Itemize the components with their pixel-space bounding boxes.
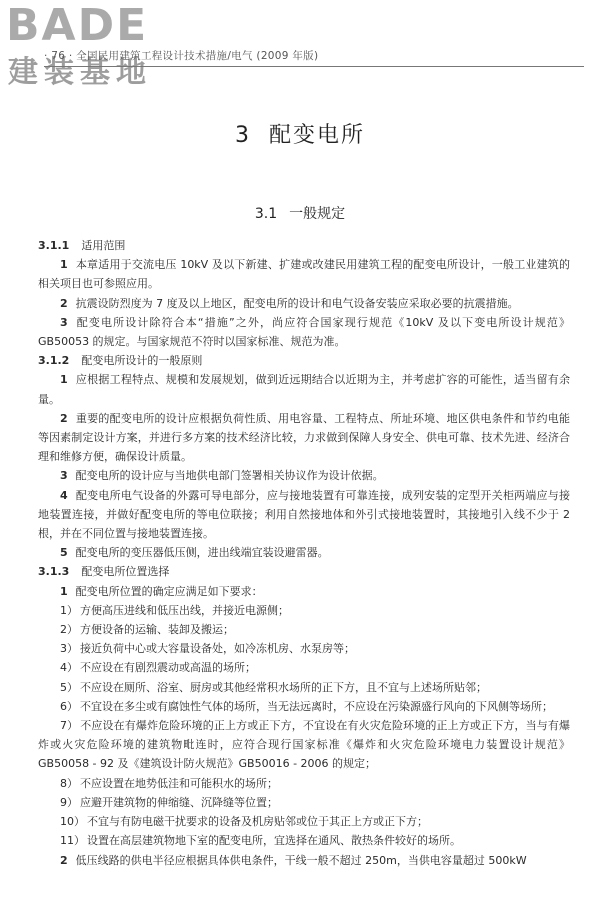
item-text: 低压线路的供电半径应根据具体供电条件，干线一般不超过 250m，当供电容量超过 500kW	[75, 853, 527, 867]
sub-item	[38, 678, 570, 697]
chapter-title	[0, 118, 600, 149]
clause-number: 3.1.2	[38, 354, 70, 368]
sub-item-text: 不应设在厕所、浴室、厨房或其他经常积水场所的正下方，且不宜与上述场所贴邻；	[80, 680, 487, 694]
list-item	[38, 409, 570, 467]
sub-item-number: 2）	[60, 623, 78, 637]
item-number: 1	[60, 373, 68, 387]
clause-heading	[38, 351, 570, 370]
item-number: 4	[60, 488, 68, 502]
sub-item-number: 3）	[60, 642, 78, 656]
clause-number: 3.1.1	[38, 239, 70, 252]
sub-item-number: 9）	[60, 795, 78, 809]
sub-item-number: 1）	[60, 603, 78, 617]
sub-item-text: 应避开建筑物的伸缩缝、沉降缝等位置；	[80, 795, 278, 809]
item-text: 应根据工程特点、规模和发展规划，做到近远期结合以近期为主，并考虑扩容的可能性，适当留有余量。	[38, 373, 570, 406]
list-item	[38, 486, 570, 544]
item-number: 2	[60, 853, 68, 867]
list-item	[38, 313, 570, 351]
sub-item-text: 方便设备的运输、装卸及搬运；	[80, 623, 234, 637]
sub-item	[38, 793, 570, 812]
item-text: 配变电所设计除符合本“措施”之外，尚应符合国家现行规范《10kV 及以下变电所设计规范》GB50053 的规定。与国家规范不符时以国家标准、规范为准。	[38, 315, 570, 349]
running-head: · 76 · 全国民用建筑工程设计技术措施/电气 (2009 年版)	[44, 48, 584, 67]
item-text: 配变电所位置的确定应满足如下要求：	[75, 584, 263, 598]
sub-item-number: 5）	[60, 680, 78, 694]
body-text	[38, 236, 570, 870]
list-item	[38, 255, 570, 293]
sub-item	[38, 601, 570, 620]
chapter-title-text: 配变电所	[268, 123, 365, 148]
sub-item	[38, 697, 570, 716]
item-number: 3	[60, 469, 68, 483]
section-title-text: 一般规定	[289, 206, 346, 222]
list-item	[38, 466, 570, 485]
clause-heading	[38, 562, 570, 581]
sub-item-number: 4）	[60, 661, 78, 675]
sub-item-text: 不应设在有剧烈震动或高温的场所；	[80, 661, 256, 675]
sub-item	[38, 716, 570, 774]
clause-heading	[38, 236, 570, 255]
item-number: 1	[60, 584, 68, 598]
item-number: 3	[60, 315, 68, 329]
clause-title: 配变电所位置选择	[81, 565, 170, 579]
list-item	[38, 582, 570, 601]
sub-item-number: 10）	[60, 815, 85, 829]
sub-item	[38, 658, 570, 677]
item-number: 2	[60, 296, 68, 310]
sub-item-text: 不应设在有爆炸危险环境的正上方或正下方，不宜设在有火灾危险环境的正上方或正下方，当与有爆炸或火灾危险环境的建筑物毗连时，应符合现行国家标准《爆炸和火灾危险环境电力装置设计规范》GB50058 - 92 及《建筑设计防火规范》GB50016 - 2006 的规定；	[38, 719, 570, 771]
sub-item-number: 11）	[60, 834, 85, 848]
sub-item-text: 接近负荷中心或大容量设备处，如冷冻机房、水泵房等；	[80, 642, 355, 656]
sub-item-number: 7）	[60, 719, 79, 733]
clause-title: 适用范围	[81, 239, 126, 252]
sub-item	[38, 831, 570, 850]
sub-item-text: 方便高压进线和低压出线，并接近电源侧；	[80, 603, 289, 617]
item-text: 配变电所电气设备的外露可导电部分，应与接地装置有可靠连接，成列安装的定型开关柜两端应与接地装置连接，并做好配变电所的等电位联接；利用自然接地体和外引式接地装置时，其接地引入线不少于 2 根，并在不同位置与接地装置连接。	[38, 488, 570, 541]
sub-item-number: 8）	[60, 776, 78, 790]
watermark-logo: BADE	[6, 0, 149, 51]
item-number: 1	[60, 258, 68, 272]
sub-item-number: 6）	[60, 699, 78, 713]
item-text: 重要的配变电所的设计应根据负荷性质、用电容量、工程特点、所址环境、地区供电条件和节约电能等因素制定设计方案，并进行多方案的技术经济比较，力求做到保障人身安全、供电可靠、技术先进、经济合理和维修方便，确保设计质量。	[38, 411, 570, 464]
list-item	[38, 851, 570, 870]
sub-item-text: 不应设置在地势低洼和可能积水的场所；	[80, 776, 278, 790]
sub-item-text: 设置在高层建筑物地下室的配变电所，宜选择在通风、散热条件较好的场所。	[87, 834, 461, 848]
sub-item	[38, 812, 570, 831]
section-number: 3.1	[254, 206, 278, 222]
item-number: 2	[60, 411, 68, 425]
item-text: 抗震设防烈度为 7 度及以上地区，配变电所的设计和电气设备安装应采取必要的抗震措施。	[75, 296, 519, 310]
list-item	[38, 294, 570, 313]
watermark-logo-cjk: 建装基地	[8, 55, 152, 90]
sub-item	[38, 639, 570, 658]
clause-number: 3.1.3	[38, 565, 70, 579]
item-text: 配变电所的设计应与当地供电部门签署相关协议作为设计依据。	[75, 469, 384, 483]
item-text: 配变电所的变压器低压侧，进出线端宜装设避雷器。	[75, 546, 329, 560]
sub-item-text: 不宜与有防电磁干扰要求的设备及机房贴邻或位于其正上方或正下方；	[87, 815, 428, 829]
item-text: 本章适用于交流电压 10kV 及以下新建、扩建或改建民用建筑工程的配变电所设计，一般工业建筑的相关项目也可参照应用。	[38, 258, 570, 291]
list-item	[38, 370, 570, 408]
sub-item	[38, 774, 570, 793]
list-item	[38, 543, 570, 562]
sub-item	[38, 620, 570, 639]
clause-title: 配变电所设计的一般原则	[81, 354, 203, 368]
chapter-number: 3	[234, 123, 251, 148]
sub-item-text: 不宜设在多尘或有腐蚀性气体的场所，当无法远离时，不应设在污染源盛行风向的下风侧等场所；	[80, 699, 553, 713]
item-number: 5	[60, 546, 68, 560]
section-title	[0, 203, 600, 223]
